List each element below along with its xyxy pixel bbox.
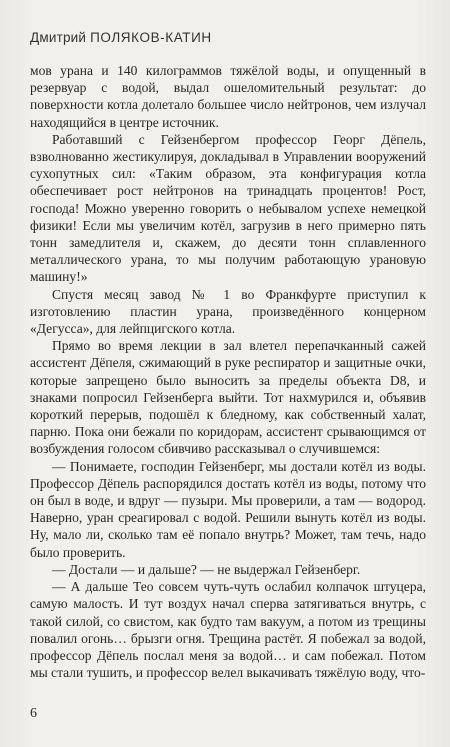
paragraph: Работавший с Гейзенбергом профессор Георг Дёпель, взволнованно жестикулируя, докладывал в Управлении вооружений сухопутных сил: «Таким образом, эта конфигурация котла обеспечивает рост нейтронов на тринадцать процентов! Рост, господа! Можно уверенно говорить о небывалом успехе немецкой физики! Если мы увеличим котёл, загрузив в него примерно пять тонн замедлителя и, скажем, до десяти тонн сплавленного металлического урана, то мы получим работающую урановую машину!» <box>30 131 426 285</box>
author-last-name: ПОЛЯКОВ-КАТИН <box>90 30 212 45</box>
paragraph: — А дальше Тео совсем чуть-чуть ослабил колпачок штуцера, самую малость. И тут воздух начал сперва затягиваться внутрь, с такой силой, со свистом, как будто там вакуум, а потом из трещины повалил огонь… брызги огня. Трещина растёт. Я побежал за водой, профессор Дёпель послал меня за водой… и сам побежал. Потом мы стали тушить, и профессор велел выкачивать тяжёлую воду, что- <box>30 579 426 681</box>
paragraph: Спустя месяц завод № 1 во Франкфурте приступил к изготовлению пластин урана, произведённого концерном «Дегусса», для лейпцигского котла. <box>30 286 426 337</box>
paragraph: Прямо во время лекции в зал влетел перепачканный сажей ассистент Дёпеля, сжимающий в руке респиратор и защитные очки, которые запрещено было выносить за пределы объекта D8, и знаками попросил Гейзенберга выйти. Тот нахмурился и, объявив короткий перерыв, подошёл к бледному, как собственный халат, парню. Пока они бежали по коридорам, ассистент срывающимся от возбуждения голосом сбивчиво рассказывал о случившемся: <box>30 338 426 457</box>
body-text <box>30 62 426 681</box>
page-number: 6 <box>30 706 37 721</box>
paragraph: мов урана и 140 килограммов тяжёлой воды, и опущенный в резервуар с водой, выдал ошеломительный результат: до поверхности котла долетало большее число нейтронов, чем излучал находящийся в центре источник. <box>30 63 426 130</box>
running-header <box>30 30 212 45</box>
author-first-name: Дмитрий <box>30 30 87 45</box>
paragraph: — Понимаете, господин Гейзенберг, мы достали котёл из воды. Профессор Дёпель распорядился достать котёл из воды, потому что он был в воде, и вдруг — пузыри. Мы проверили, а там — водород. Наверно, уран среагировал с водой. Решили вынуть котёл из воды. Ну, мало ли, сколько там её попало внутрь? Может, там течь, надо было проверить. <box>30 458 426 560</box>
paragraph: — Достали — и дальше? — не выдержал Гейзенберг. <box>52 561 361 577</box>
